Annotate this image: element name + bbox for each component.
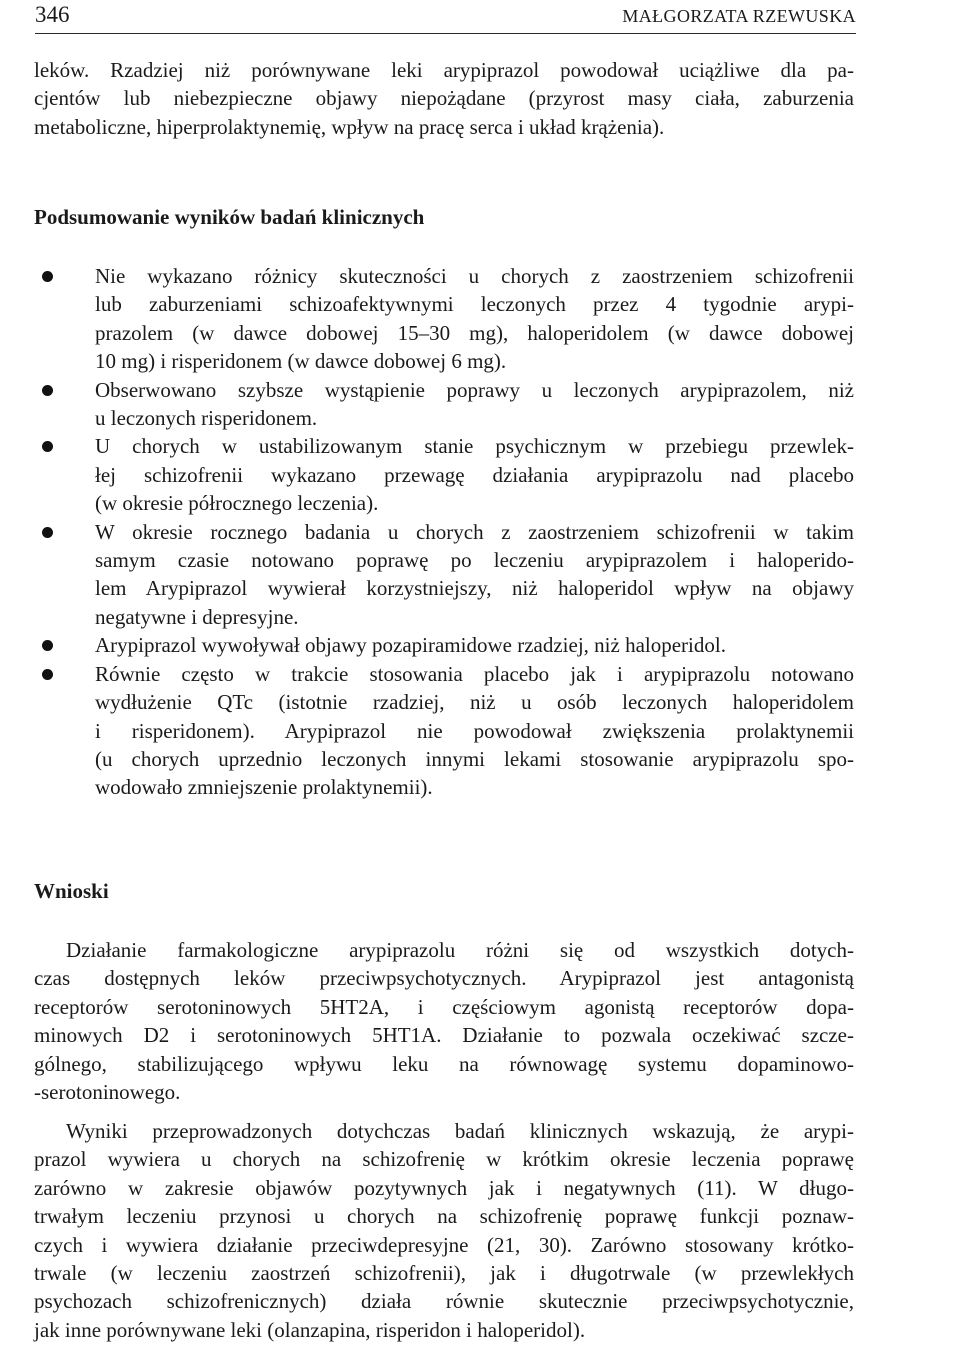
text-line: lem Arypiprazol wywierał korzystniejszy, niż haloperidol wpływ na objawy (95, 576, 854, 601)
text-line: (u chorych uprzednio leczonych innymi lekami stosowanie arypiprazolu spo- (95, 746, 854, 771)
running-head-author: MAŁGORZATA RZEWUSKA (622, 6, 856, 26)
text-line: metaboliczne, hiperprolaktynemię, wpływ na pracę serca i układ krążenia). (34, 114, 665, 139)
conclusions-paragraph-2 (34, 1117, 854, 1344)
text-line: Wyniki przeprowadzonych dotychczas badań klinicznych wskazują, że arypi- (66, 1119, 854, 1143)
section-heading-summary: Podsumowanie wyników badań klinicznych (34, 205, 425, 229)
bullet-icon (42, 271, 53, 282)
bullet-icon (42, 527, 53, 538)
bullet-item (34, 660, 854, 802)
text-line: samym czasie notowano poprawę po leczeniu arypiprazolem i haloperido- (95, 548, 854, 573)
bullet-icon (42, 441, 53, 452)
text-line: u leczonych risperidonem. (95, 406, 318, 431)
text-line: i risperidonem). Arypiprazol nie powodował zwiększenia prolaktynemii (95, 718, 854, 743)
text-line: łej schizofrenii wykazano przewagę działania arypiprazolu nad placebo (95, 462, 854, 487)
bullet-item (34, 518, 854, 632)
text-line: Arypiprazol wywoływał objawy pozapiramidowe rzadziej, niż haloperidol. (95, 633, 726, 658)
text-line: minowych D2 i serotoninowych 5HT1A. Działanie to pozwala oczekiwać szcze- (34, 1023, 854, 1048)
text-line: -serotoninowego. (34, 1080, 181, 1105)
running-head (35, 0, 856, 34)
text-line: gólnego, stabilizującego wpływu leku na równowagę systemu dopaminowo- (34, 1051, 854, 1076)
text-line: trwale (w leczeniu zaostrzeń schizofrenii), jak i długotrwale (w przewlekłych (34, 1261, 854, 1286)
text-line: (w okresie półrocznego leczenia). (95, 491, 379, 516)
text-line: czych i wywiera działanie przeciwdepresyjne (21, 30). Zarówno stosowany krótko- (34, 1232, 854, 1257)
text-line: Nie wykazano różnicy skuteczności u chorych z zaostrzeniem schizofrenii (95, 264, 854, 288)
bullet-item (34, 432, 854, 517)
text-line: jak inne porównywane leki (olanzapina, risperidon i haloperidol). (34, 1317, 586, 1342)
summary-bullet-list (34, 262, 854, 802)
text-line: wodowało zmniejszenie prolaktynemii). (95, 775, 433, 800)
text-line: trwałym leczeniu przynosi u chorych na schizofrenię poprawę funkcji poznaw- (34, 1204, 854, 1229)
text-line: receptorów serotoninowych 5HT2A, i częściowym agonistą receptorów dopa- (34, 994, 854, 1019)
bullet-icon (42, 669, 53, 680)
text-line: U chorych w ustabilizowanym stanie psychicznym w przebiegu przewlek- (95, 434, 854, 459)
bullet-icon (42, 385, 53, 396)
intro-paragraph (34, 56, 854, 141)
text-line: prazolem (w dawce dobowej 15–30 mg), haloperidolem (w dawce dobowej (95, 320, 854, 345)
text-line: wydłużenie QTc (istotnie rzadziej, niż u osób leczonych haloperidolem (95, 690, 854, 715)
text-line: zarówno w zakresie objawów pozytywnych jak i negatywnych (11). W długo- (34, 1175, 854, 1200)
text-line: negatywne i depresyjne. (95, 604, 299, 629)
section-heading-conclusions: Wnioski (34, 879, 109, 903)
text-line: Obserwowano szybsze wystąpienie poprawy u leczonych arypiprazolem, niż (95, 377, 854, 402)
text-line: lub zaburzeniami schizoafektywnymi leczonych przez 4 tygodnie arypi- (95, 292, 854, 317)
text-line: Działanie farmakologiczne arypiprazolu różni się od wszystkich dotych- (66, 938, 854, 962)
bullet-item (34, 631, 854, 659)
bullet-item (34, 262, 854, 376)
text-line: psychozach schizofrenicznych) działa równie skutecznie przeciwpsychotycznie, (34, 1289, 854, 1314)
text-line: 10 mg) i risperidonem (w dawce dobowej 6 mg). (95, 349, 507, 374)
text-line: leków. Rzadziej niż porównywane leki arypiprazol powodował uciążliwe dla pa- (34, 58, 854, 82)
text-line: prazol wywiera u chorych na schizofrenię w krótkim okresie leczenia poprawę (34, 1147, 854, 1172)
text-line: czas dostępnych leków przeciwpsychotycznych. Arypiprazol jest antagonistą (34, 966, 854, 991)
bullet-item (34, 376, 854, 433)
text-line: W okresie rocznego badania u chorych z zaostrzeniem schizofrenii w takim (95, 519, 854, 544)
bullet-icon (42, 640, 53, 651)
page-number: 346 (35, 2, 70, 27)
text-line: Równie często w trakcie stosowania placebo jak i arypiprazolu notowano (95, 661, 854, 686)
conclusions-paragraph-1 (34, 936, 854, 1106)
text-line: cjentów lub niebezpieczne objawy niepożądane (przyrost masy ciała, zaburzenia (34, 86, 854, 111)
